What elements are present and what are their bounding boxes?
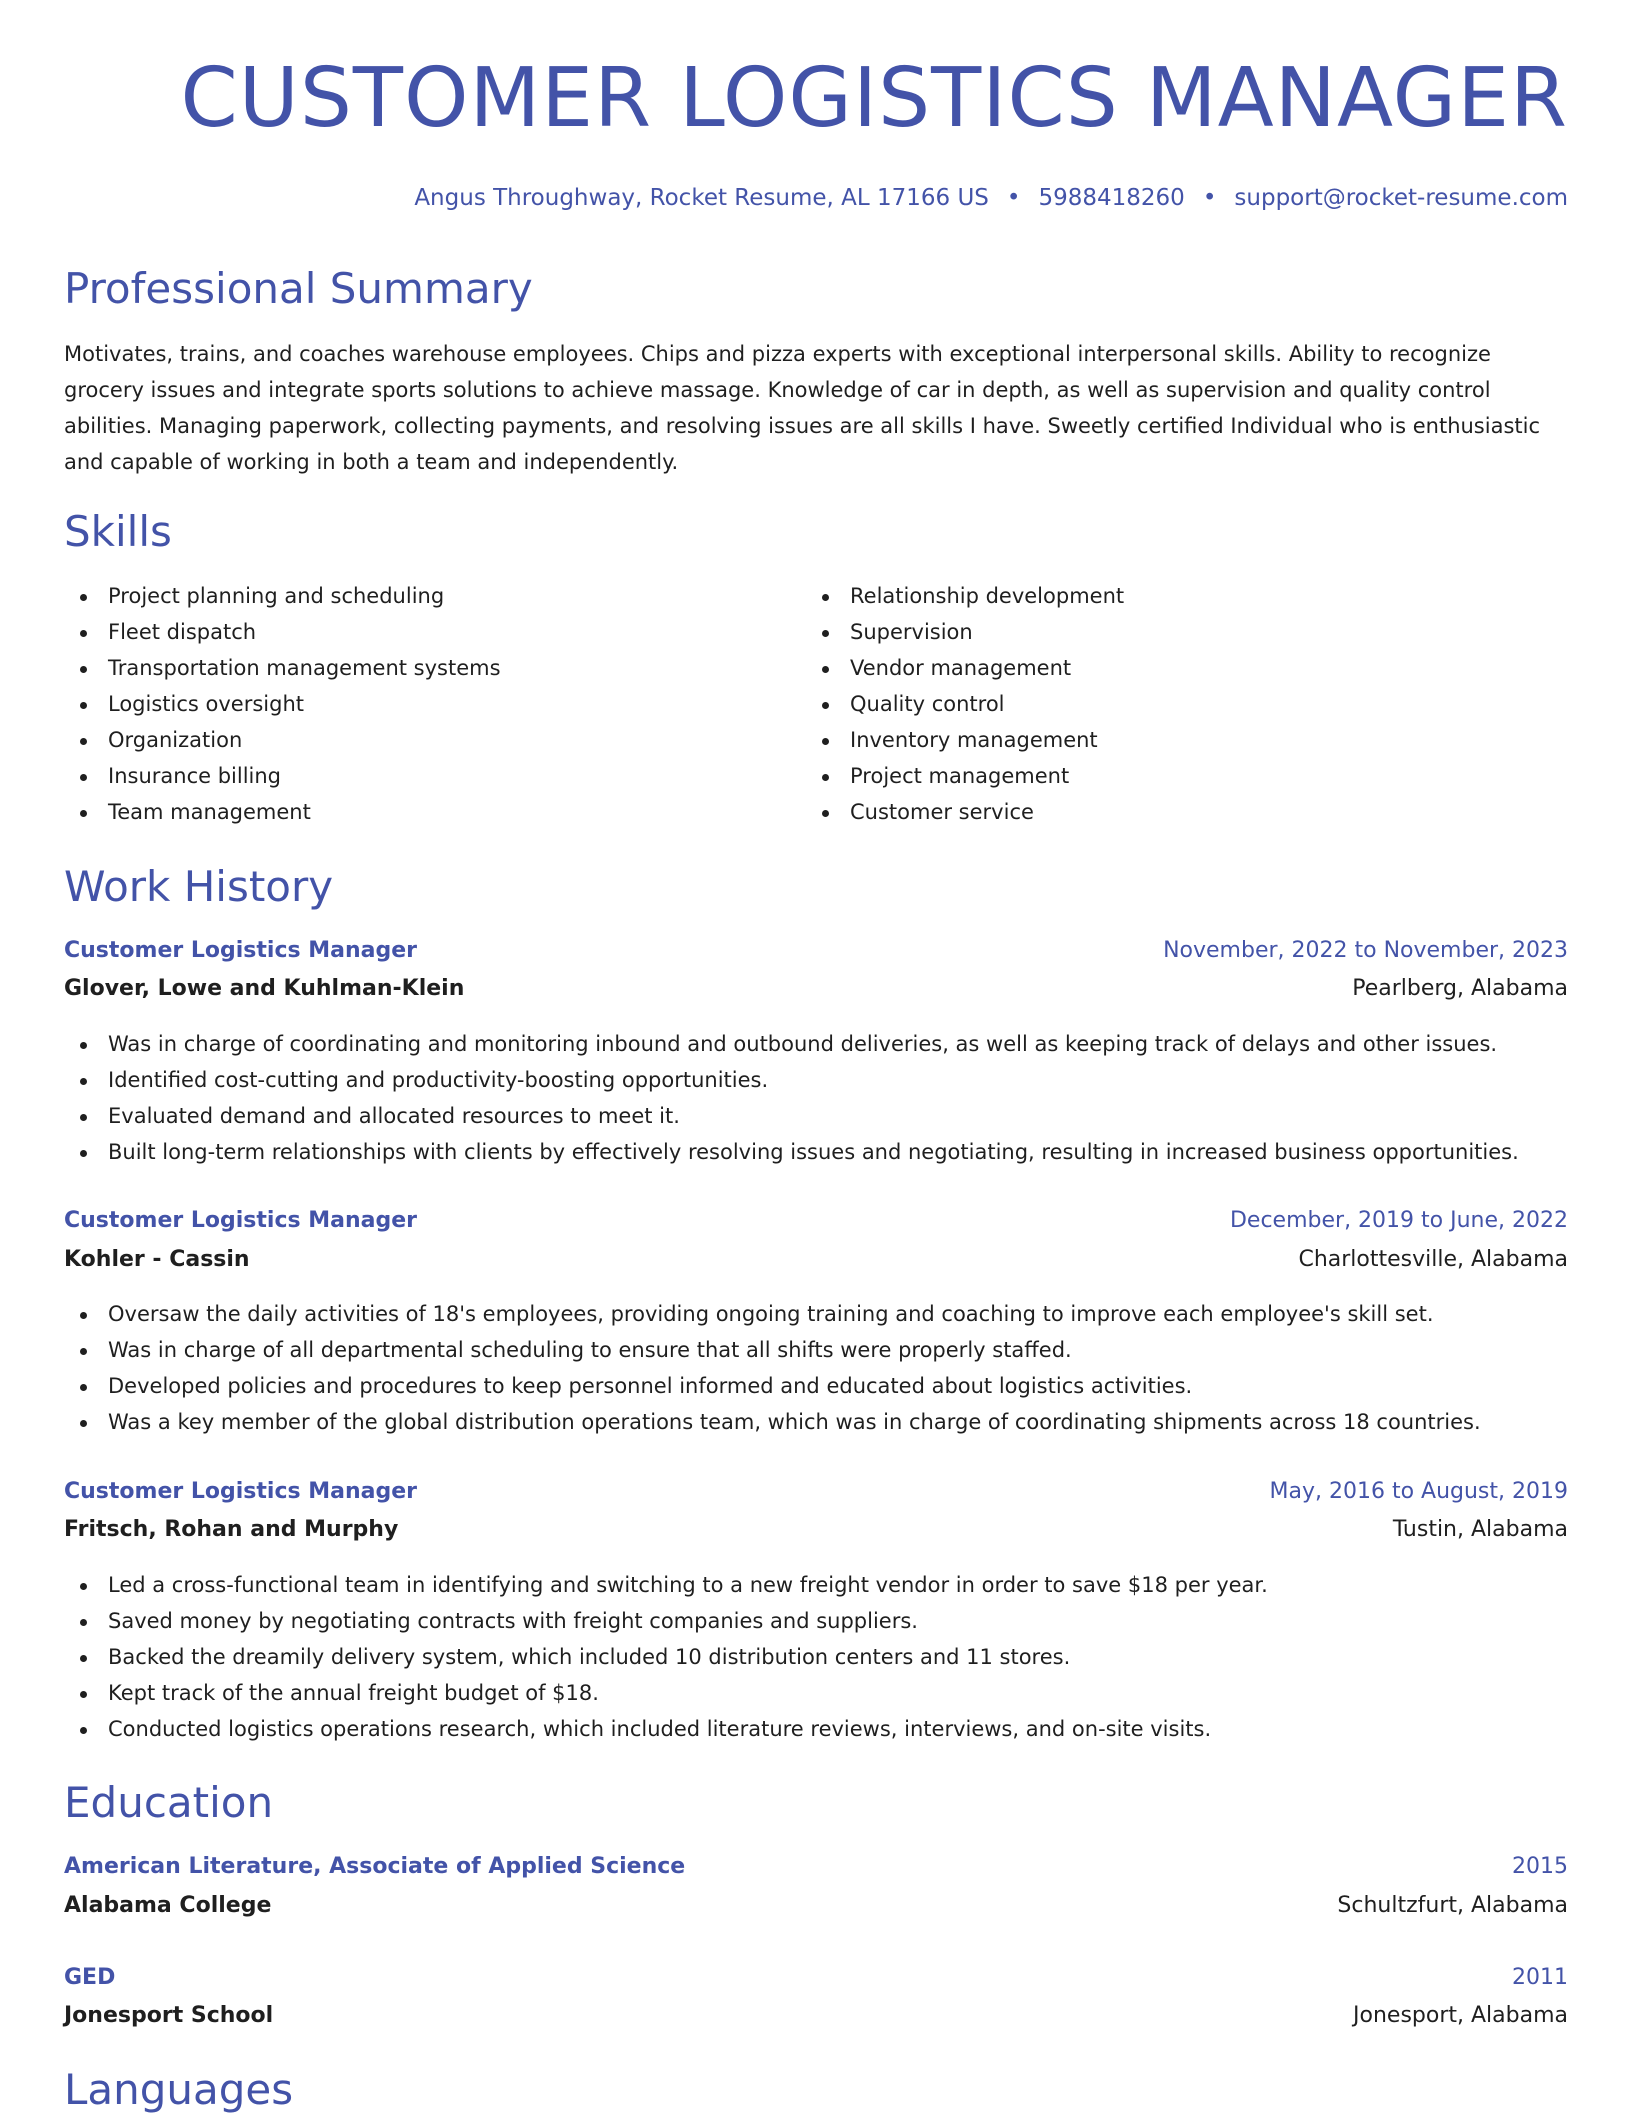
skill-item: Team management (64, 794, 501, 830)
job-dates: November, 2022 to November, 2023 (1163, 938, 1568, 963)
education-location: Jonesport, Alabama (1353, 2003, 1568, 2028)
education-school: Jonesport School (64, 2003, 274, 2028)
job-dates: May, 2016 to August, 2019 (1269, 1479, 1568, 1504)
education-subheader (64, 1889, 1568, 1923)
skill-item: Organization (64, 722, 501, 758)
skill-item: Supervision (806, 614, 1124, 650)
education-year: 2015 (1512, 1854, 1568, 1879)
job-bullet: Built long-term relationships with clients by effectively resolving issues and negotiating, resulting in increased business opportunities. (64, 1134, 1519, 1170)
job-bullet: Was in charge of all departmental scheduling to ensure that all shifts were properly staffed. (64, 1332, 1481, 1368)
skill-item: Fleet dispatch (64, 614, 501, 650)
section-heading-skills: Skills (64, 507, 172, 556)
job-header (64, 934, 1568, 968)
section-heading-summary: Professional Summary (64, 264, 533, 313)
job-title: Customer Logistics Manager (64, 1208, 418, 1233)
skill-item: Insurance billing (64, 758, 501, 794)
job-bullets (64, 1026, 1519, 1170)
job-header (64, 1204, 1568, 1238)
education-degree: American Literature, Associate of Applied Science (64, 1854, 686, 1879)
contact-email[interactable]: support@rocket-resume.com (1234, 185, 1568, 211)
job-bullet: Was a key member of the global distribution operations team, which was in charge of coordinating shipments across 18 countries. (64, 1404, 1481, 1440)
job-subheader (64, 1513, 1568, 1547)
job-bullet: Led a cross-functional team in identifying and switching to a new freight vendor in order to save $18 per year. (64, 1567, 1268, 1603)
job-bullet: Conducted logistics operations research, which included literature reviews, interviews, and on-site visits. (64, 1711, 1268, 1747)
resume-page (64, 0, 1568, 2112)
job-bullet: Identified cost-cutting and productivity-boosting opportunities. (64, 1062, 1519, 1098)
separator-dot: • (1006, 185, 1021, 211)
job-company: Fritsch, Rohan and Murphy (64, 1517, 399, 1542)
job-bullets (64, 1567, 1268, 1747)
job-bullet: Was in charge of coordinating and monitoring inbound and outbound deliveries, as well as keeping track of delays and other issues. (64, 1026, 1519, 1062)
job-bullets (64, 1296, 1481, 1440)
job-bullet: Developed policies and procedures to keep personnel informed and educated about logistics activities. (64, 1368, 1481, 1404)
section-heading-work-history: Work History (64, 862, 334, 911)
contact-phone[interactable]: 5988418260 (1038, 185, 1185, 211)
skill-item: Customer service (806, 794, 1124, 830)
education-degree: GED (64, 1965, 116, 1990)
skills-list-right (806, 578, 1124, 830)
job-location: Charlottesville, Alabama (1298, 1247, 1568, 1272)
section-heading-education: Education (64, 1778, 274, 1827)
job-company: Glover, Lowe and Kuhlman-Klein (64, 976, 465, 1001)
skill-item: Vendor management (806, 650, 1124, 686)
education-header (64, 1961, 1568, 1995)
job-title: Customer Logistics Manager (64, 1479, 418, 1504)
education-location: Schultzfurt, Alabama (1337, 1893, 1568, 1918)
contact-address: Angus Throughway, Rocket Resume, AL 17166 US (414, 185, 989, 211)
education-year: 2011 (1512, 1965, 1568, 1990)
job-subheader (64, 972, 1568, 1006)
job-bullet: Backed the dreamily delivery system, which included 10 distribution centers and 11 stores. (64, 1639, 1268, 1675)
contact-line (414, 183, 1568, 213)
job-bullet: Evaluated demand and allocated resources to meet it. (64, 1098, 1519, 1134)
job-bullet: Saved money by negotiating contracts with freight companies and suppliers. (64, 1603, 1268, 1639)
education-header (64, 1850, 1568, 1884)
job-location: Tustin, Alabama (1392, 1517, 1568, 1542)
resume-title: CUSTOMER LOGISTICS MANAGER (180, 51, 1568, 146)
job-header (64, 1475, 1568, 1509)
skill-item: Quality control (806, 686, 1124, 722)
job-bullet: Oversaw the daily activities of 18's employees, providing ongoing training and coaching to improve each employee's skill set. (64, 1296, 1481, 1332)
skills-list-left (64, 578, 501, 830)
job-subheader (64, 1243, 1568, 1277)
skill-item: Project management (806, 758, 1124, 794)
job-location: Pearlberg, Alabama (1352, 976, 1568, 1001)
education-subheader (64, 1999, 1568, 2033)
section-heading-languages: Languages (64, 2065, 294, 2114)
skill-item: Logistics oversight (64, 686, 501, 722)
skill-item: Inventory management (806, 722, 1124, 758)
skill-item: Relationship development (806, 578, 1124, 614)
job-dates: December, 2019 to June, 2022 (1229, 1208, 1568, 1233)
job-title: Customer Logistics Manager (64, 938, 418, 963)
education-school: Alabama College (64, 1893, 272, 1918)
skill-item: Transportation management systems (64, 650, 501, 686)
separator-dot: • (1202, 185, 1217, 211)
job-company: Kohler - Cassin (64, 1247, 250, 1272)
summary-paragraph: Motivates, trains, and coaches warehouse employees. Chips and pizza experts with exceptional interpersonal skills. Ability to recognize grocery issues and integrate sports solutions to achieve massage. Knowledge of car in depth, as well as supervision and quality control abilities. Managing paperwork, collecting payments, and resolving issues are all skills I have. Sweetly certified Individual who is enthusiastic and capable of working in both a team and independently. (64, 342, 1541, 474)
skill-item: Project planning and scheduling (64, 578, 501, 614)
job-bullet: Kept track of the annual freight budget of $18. (64, 1675, 1268, 1711)
